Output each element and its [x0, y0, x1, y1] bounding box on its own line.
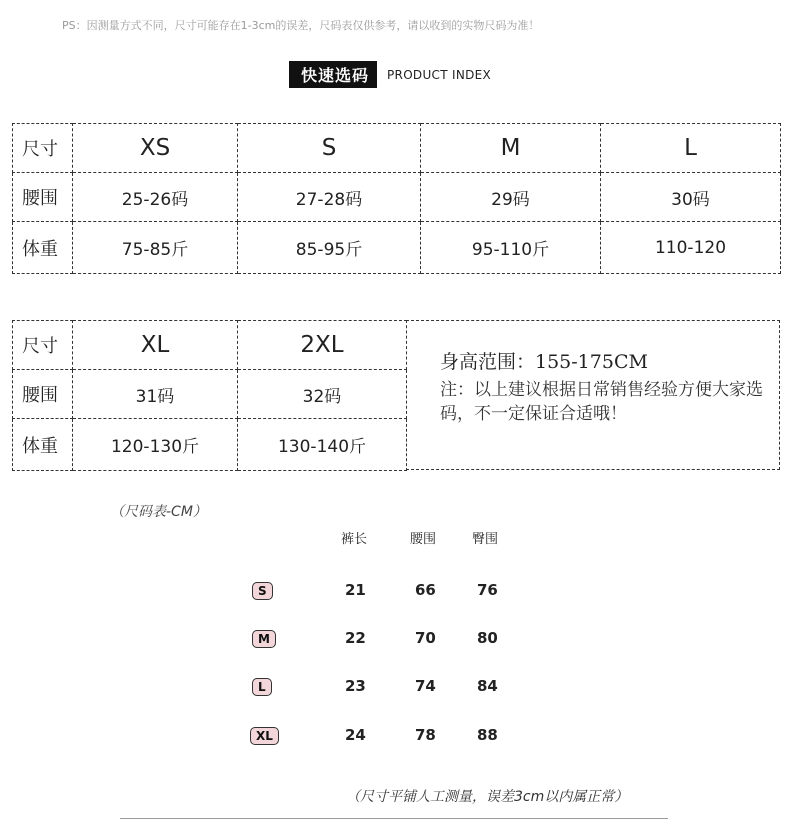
hip-value: 84: [477, 677, 498, 695]
length-value: 24: [345, 726, 366, 744]
weight-cell: 120-130斤: [73, 419, 238, 471]
row-label-weight: 体重: [13, 419, 73, 471]
cm-table-caption: （尺码表-CM）: [110, 504, 207, 520]
title-en: PRODUCT INDEX: [387, 67, 492, 82]
hip-value: 76: [477, 581, 498, 599]
hip-value: 88: [477, 726, 498, 744]
size-badge-l: L: [252, 678, 272, 696]
waist-cell: 31码: [73, 370, 238, 419]
size-badge-xl: XL: [250, 727, 279, 745]
length-value: 23: [345, 677, 366, 695]
row-label-size: 尺寸: [13, 124, 73, 173]
measurement-note: PS：因测量方式不同，尺寸可能存在1-3cm的误差，尺码表仅供参考，请以收到的实物尺码为准！: [62, 19, 540, 32]
row-label-weight: 体重: [13, 222, 73, 274]
weight-cell: 130-140斤: [238, 419, 407, 471]
size-cell: L: [601, 124, 781, 173]
row-label-size: 尺寸: [13, 321, 73, 370]
size-cell: S: [238, 124, 421, 173]
waist-cell: 25-26码: [73, 173, 238, 222]
waist-value: 66: [415, 581, 436, 599]
waist-cell: 32码: [238, 370, 407, 419]
section-title: [289, 61, 491, 88]
hip-value: 80: [477, 629, 498, 647]
size-cell: M: [421, 124, 601, 173]
size-table-1: [12, 123, 781, 274]
size-badge-s: S: [252, 582, 273, 600]
header-hip: 臀围: [472, 532, 499, 547]
waist-value: 78: [415, 726, 436, 744]
weight-row: [13, 222, 781, 274]
header-waist: 腰围: [410, 532, 437, 547]
length-value: 22: [345, 629, 366, 647]
row-label-waist: 腰围: [13, 173, 73, 222]
size-row: [13, 124, 781, 173]
weight-cell: 75-85斤: [73, 222, 238, 274]
waist-cell: 27-28码: [238, 173, 421, 222]
waist-row: [13, 173, 781, 222]
title-cn: 快速选码: [289, 61, 377, 88]
advice-text: 注：以上建议根据日常销售经验方便大家选码，不一定保证合适哦！: [440, 380, 763, 424]
size-cell: XS: [73, 124, 238, 173]
size-table-2: [12, 320, 407, 471]
waist-value: 70: [415, 629, 436, 647]
waist-value: 74: [415, 677, 436, 695]
waist-row: [13, 370, 407, 419]
size-cell: XL: [73, 321, 238, 370]
length-value: 21: [345, 581, 366, 599]
size-cell: 2XL: [238, 321, 407, 370]
bottom-divider: [120, 818, 668, 819]
height-info-box: [406, 320, 780, 470]
measurement-footnote: （尺寸平铺人工测量，误差3cm以内属正常）: [346, 789, 629, 805]
header-length: 裤长: [341, 532, 368, 547]
weight-cell: 95-110斤: [421, 222, 601, 274]
waist-cell: 30码: [601, 173, 781, 222]
waist-cell: 29码: [421, 173, 601, 222]
row-label-waist: 腰围: [13, 370, 73, 419]
height-range-text: 身高范围：155-175CM: [440, 351, 648, 373]
weight-cell: 85-95斤: [238, 222, 421, 274]
size-badge-m: M: [252, 630, 276, 648]
weight-row: [13, 419, 407, 471]
size-row: [13, 321, 407, 370]
weight-cell: 110-120: [601, 222, 781, 274]
